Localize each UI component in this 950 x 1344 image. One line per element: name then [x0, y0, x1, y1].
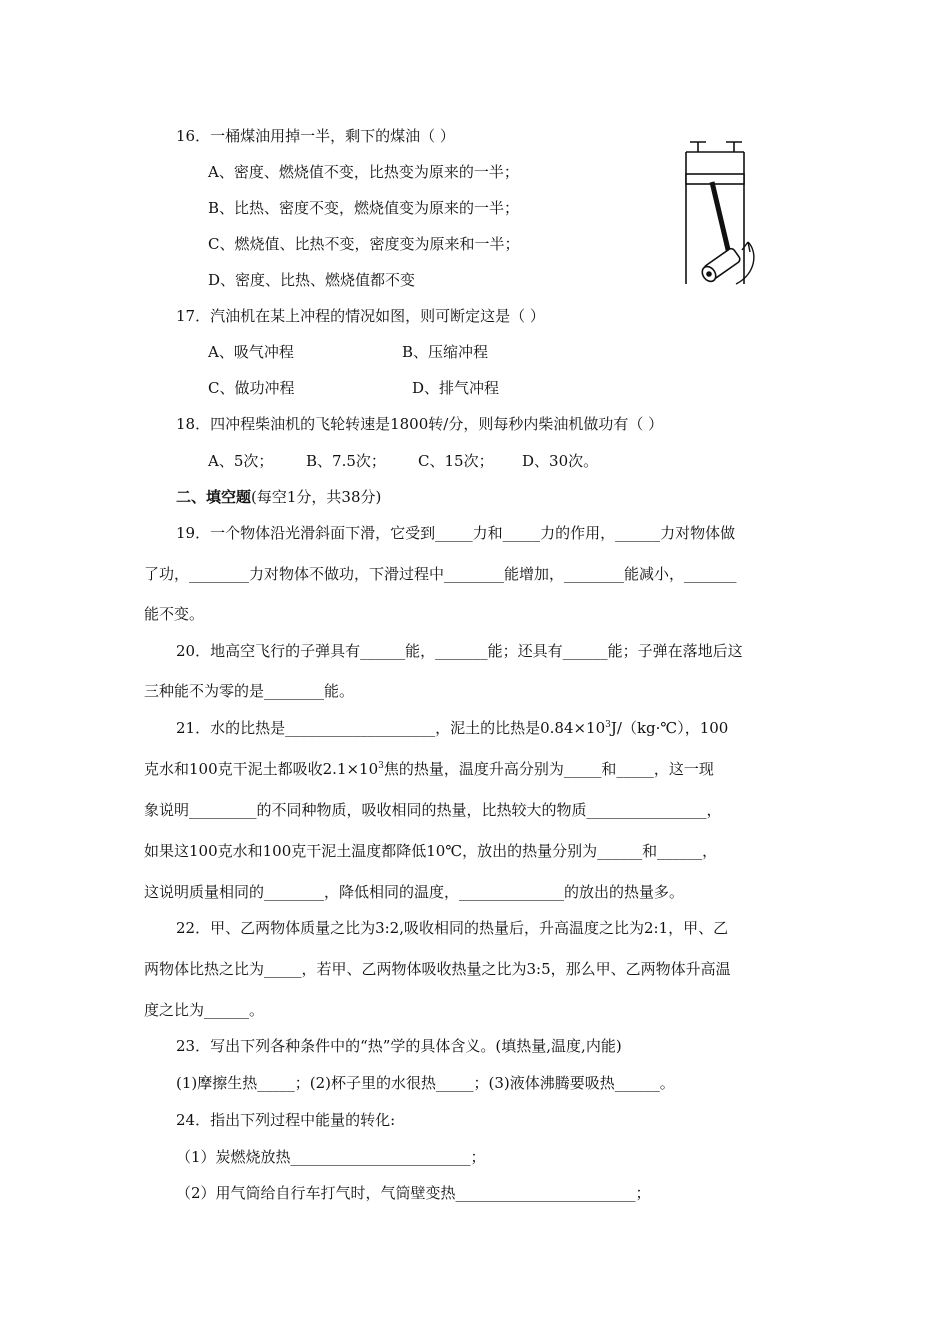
engine-cylinder-figure	[676, 134, 776, 294]
q21-line-1	[176, 718, 728, 738]
section-title: 二、填空题	[176, 488, 252, 506]
q18-option-b: B、7.5次；	[306, 452, 386, 470]
q16-option-a: A、密度、燃烧值不变，比热变为原来的一半；	[208, 163, 519, 181]
section-note: (每空1分，共38分)	[251, 488, 382, 506]
q17-stem: 17．汽油机在某上冲程的情况如图，则可断定这是（ ）	[176, 307, 545, 325]
q18-option-c: C、15次；	[418, 452, 494, 470]
q17-option-c: C、做功冲程	[208, 379, 295, 397]
q20-line-1: 20．地高空飞行的子弹具有______能，_______能；还具有______能；子弹在落地后这	[176, 642, 743, 660]
q22-line-2: 两物体比热之比为_____，若甲、乙两物体吸收热量之比为3:5，那么甲、乙两物体升高温	[144, 960, 731, 978]
q18-option-d: D、30次。	[522, 452, 599, 470]
q17-option-a: A、吸气冲程	[208, 343, 294, 361]
q21-line-2-rest: 焦的热量，温度升高分别为_____和_____，这一现	[383, 760, 714, 778]
valves	[690, 142, 742, 152]
piston	[686, 174, 744, 184]
q21-line-1-unit: J/（kg·℃），100	[610, 719, 729, 737]
connecting-rod	[712, 182, 730, 258]
q18-option-a: A、5次；	[208, 452, 274, 470]
q21-line-2-text: 克水和100克干泥土都吸收2.1×10	[144, 760, 379, 778]
q16-option-b: B、比热、密度不变，燃烧值变为原来的一半；	[208, 199, 520, 217]
q18-stem: 18．四冲程柴油机的飞轮转速是1800转/分，则每秒内柴油机做功有（ ）	[176, 415, 664, 433]
q21-exponent-1: 3	[605, 720, 611, 730]
q19-line-2: 了功，________力对物体不做功，下滑过程中________能增加，________能减小，_______	[144, 565, 737, 583]
q17-option-d: D、排气冲程	[412, 379, 500, 397]
q24-item-2: （2）用气筒给自行车打气时，气筒壁变热________________________；	[176, 1184, 651, 1202]
q20-line-2: 三种能不为零的是________能。	[144, 682, 355, 700]
q16-option-d: D、密度、比热、燃烧值都不变	[208, 271, 416, 289]
q17-option-b: B、压缩冲程	[402, 343, 489, 361]
q19-line-1: 19．一个物体沿光滑斜面下滑，它受到_____力和_____力的作用，______力对物体做	[176, 524, 736, 542]
q24-item-1: （1）炭燃烧放热________________________；	[176, 1148, 486, 1166]
q23-items: (1)摩擦生热_____；(2)杯子里的水很热_____；(3)液体沸腾要吸热______。	[176, 1074, 675, 1092]
section-heading	[176, 487, 381, 507]
q21-line-5: 这说明质量相同的________，降低相同的温度，______________的放出的热量多。	[144, 883, 685, 901]
q23-stem: 23．写出下列各种条件中的“热”学的具体含义。(填热量,温度,内能)	[176, 1037, 622, 1055]
q22-line-3: 度之比为______。	[144, 1001, 265, 1019]
q21-exponent-2: 3	[378, 761, 384, 771]
q22-line-1: 22．甲、乙两物体质量之比为3:2,吸收相同的热量后，升高温度之比为2:1，甲、乙	[176, 919, 729, 937]
q21-line-1-text: 21．水的比热是____________________，泥土的比热是0.84×10	[176, 719, 606, 737]
q19-line-3: 能不变。	[144, 605, 205, 623]
q21-line-2	[144, 759, 714, 779]
crank	[699, 247, 741, 284]
q24-stem: 24．指出下列过程中能量的转化:	[176, 1111, 396, 1129]
q21-line-3: 象说明_________的不同种物质，吸收相同的热量，比热较大的物质________________，	[144, 801, 722, 819]
q21-line-4: 如果这100克水和100克干泥土温度都降低10℃，放出的热量分别为______和______，	[144, 842, 718, 860]
q16-stem: 16．一桶煤油用掉一半，剩下的煤油（ ）	[176, 127, 455, 145]
q16-option-c: C、燃烧值、比热不变，密度变为原来和一半；	[208, 235, 520, 253]
